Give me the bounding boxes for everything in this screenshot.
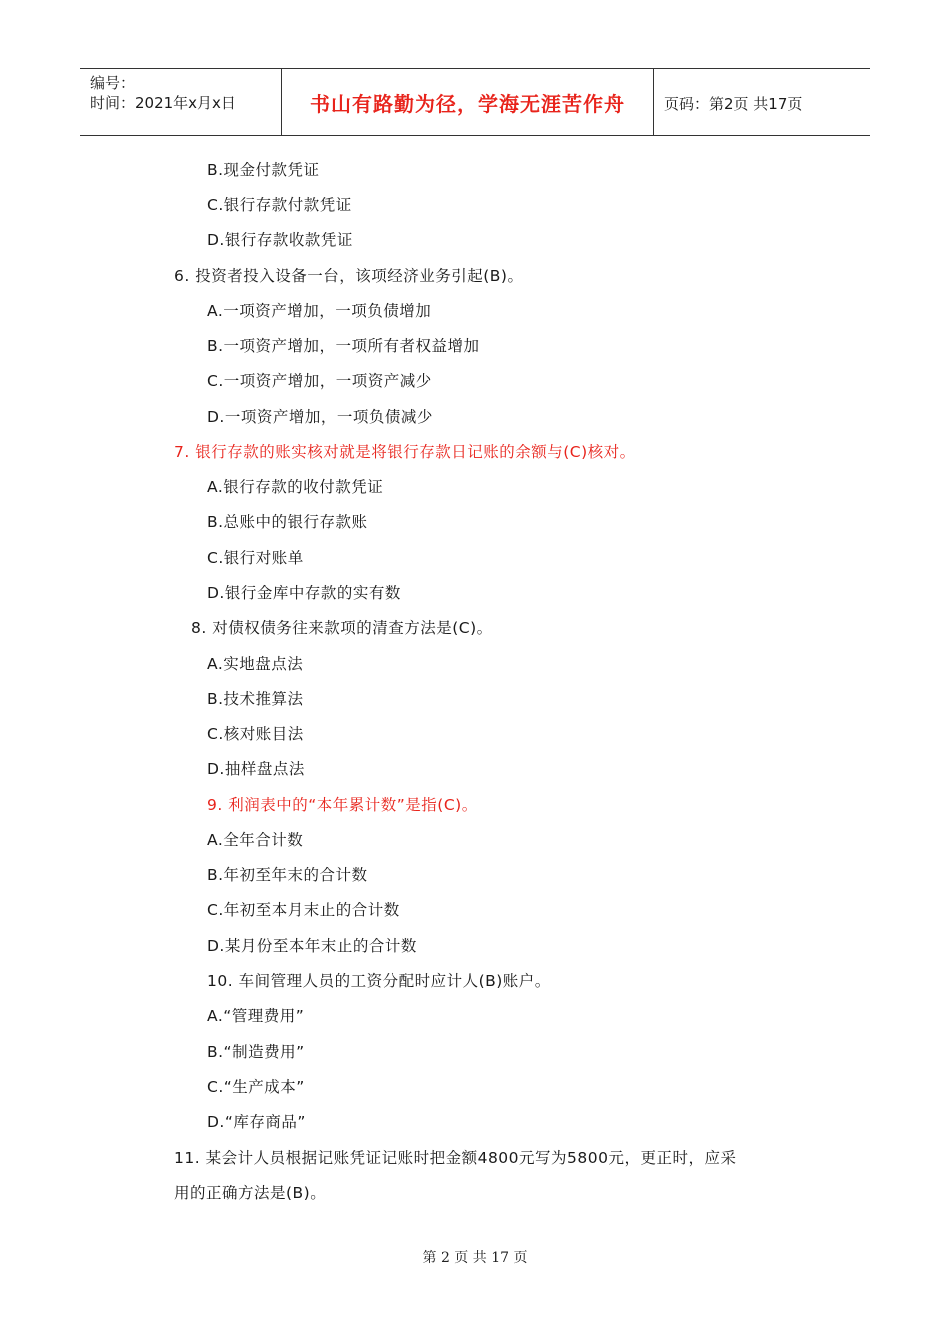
answer-option: C.一项资产增加，一项资产减少	[207, 372, 432, 390]
question-text: 7. 银行存款的账实核对就是将银行存款日记账的余额与(C)核对。	[174, 443, 636, 461]
document-number-label: 编号：	[90, 74, 136, 92]
answer-option: A.一项资产增加，一项负债增加	[207, 302, 432, 320]
document-time-label: 时间：2021年x月x日	[90, 94, 236, 112]
page-footer: 第 2 页 共 17 页	[422, 1250, 528, 1266]
header-meta	[90, 73, 236, 113]
header-page-label: 页码：第2页 共17页	[664, 95, 803, 113]
header-motto: 书山有路勤为径，学海无涯苦作舟	[281, 69, 654, 135]
answer-option: A.实地盘点法	[207, 655, 304, 673]
page-header	[80, 68, 870, 136]
question-text: 10. 车间管理人员的工资分配时应计人(B)账户。	[207, 972, 551, 990]
answer-option: C.银行存款付款凭证	[207, 196, 352, 214]
answer-option: C.“生产成本”	[207, 1078, 305, 1096]
question-text: 11. 某会计人员根据记账凭证记账时把金额4800元写为5800元，更正时，应采	[174, 1149, 737, 1167]
answer-option: D.“库存商品”	[207, 1113, 306, 1131]
answer-option: B.“制造费用”	[207, 1043, 305, 1061]
answer-option: D.银行金库中存款的实有数	[207, 584, 401, 602]
question-text: 6. 投资者投入设备一台，该项经济业务引起(B)。	[174, 267, 524, 285]
answer-option: B.一项资产增加，一项所有者权益增加	[207, 337, 480, 355]
answer-option: A.“管理费用”	[207, 1007, 305, 1025]
answer-option: B.总账中的银行存款账	[207, 513, 368, 531]
answer-option: B.年初至年末的合计数	[207, 866, 368, 884]
answer-option: A.全年合计数	[207, 831, 304, 849]
answer-option: C.年初至本月末止的合计数	[207, 901, 400, 919]
answer-option: D.抽样盘点法	[207, 760, 305, 778]
answer-option: B.技术推算法	[207, 690, 304, 708]
answer-option: C.银行对账单	[207, 549, 304, 567]
question-text: 8. 对债权债务往来款项的清查方法是(C)。	[191, 619, 493, 637]
answer-option: D.某月份至本年末止的合计数	[207, 937, 417, 955]
answer-option: D.一项资产增加，一项负债减少	[207, 408, 433, 426]
question-text: 用的正确方法是(B)。	[174, 1184, 327, 1202]
answer-option: B.现金付款凭证	[207, 161, 320, 179]
answer-option: A.银行存款的收付款凭证	[207, 478, 384, 496]
answer-option: C.核对账目法	[207, 725, 304, 743]
question-text: 9. 利润表中的“本年累计数”是指(C)。	[207, 796, 478, 814]
answer-option: D.银行存款收款凭证	[207, 231, 353, 249]
